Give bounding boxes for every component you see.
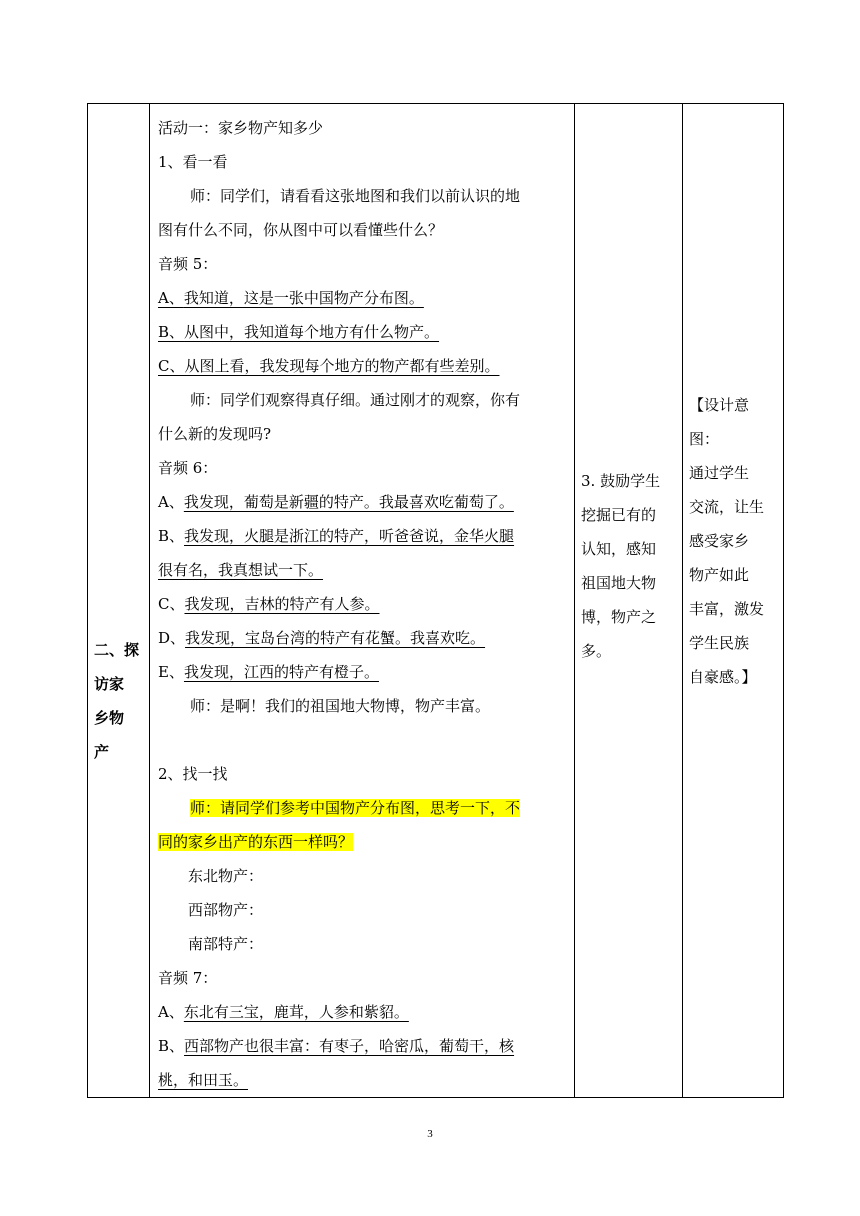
stage-line: 产 [94, 742, 110, 761]
audio-label: 音频 5： [158, 255, 218, 273]
goal-cell [575, 104, 683, 1098]
discovery-item: B、我发现，火腿是浙江的特产，听爸爸说，金华火腿 [158, 527, 515, 545]
stage-cell [88, 104, 150, 1098]
design-intent-text: 【设计意 图： 通过学生 交流，让生 感受家乡 物产如此 丰富，激发 学生民族 自豪感。】 [689, 395, 765, 686]
blank-line [158, 723, 568, 757]
audio-label: 音频 7： [158, 969, 218, 987]
highlighted-question-cont: 同的家乡出产的东西一样吗？ [158, 833, 354, 851]
discovery-item: A、我发现，葡萄是新疆的特产。我最喜欢吃葡萄了。 [158, 493, 514, 511]
highlighted-question: 师：请同学们参考中国物产分布图，思考一下，不 [190, 799, 521, 817]
teacher-summary: 师：是啊！我们的祖国地大物博，物产丰富。 [190, 697, 491, 715]
answer-item: A、我知道，这是一张中国物产分布图。 [158, 289, 424, 307]
audio-label: 音频 6： [158, 459, 218, 477]
activity-title: 活动一：家乡物产知多少 [158, 119, 324, 137]
goal-text: 3. 鼓励学生 挖掘已有的 认知，感知 祖国地大物 博，物产之 多。 [581, 471, 661, 660]
design-intent-cell [683, 104, 784, 1098]
region-label: 西部物产： [188, 901, 264, 919]
discovery-item: C、我发现，吉林的特产有人参。 [158, 595, 380, 613]
answer-item: A、东北有三宝，鹿茸，人参和紫貂。 [158, 1003, 409, 1021]
content-cell [150, 104, 575, 1098]
answer-item-cont: 桃，和田玉。 [158, 1071, 249, 1089]
teacher-question-cont: 什么新的发现吗? [158, 425, 272, 443]
section2-heading: 2、找一找 [158, 765, 228, 783]
region-label: 东北物产： [188, 867, 264, 885]
stage-line: 乡物 [94, 708, 125, 727]
region-label: 南部特产： [188, 935, 264, 953]
answer-item: B、从图中，我知道每个地方有什么物产。 [158, 323, 440, 341]
page-number: 3 [427, 1128, 433, 1140]
stage-label [88, 433, 149, 769]
stage-line: 二、探 [94, 640, 140, 659]
lesson-plan-table [87, 103, 784, 1098]
stage-line: 访家 [94, 674, 125, 693]
discovery-item: D、我发现，宝岛台湾的特产有花蟹。我喜欢吃。 [158, 629, 486, 647]
teacher-question: 师：同学们，请看看这张地图和我们以前认识的地 [190, 187, 521, 205]
discovery-item: E、我发现，江西的特产有橙子。 [158, 663, 379, 681]
discovery-item-cont: 很有名，我真想试一下。 [158, 561, 324, 579]
answer-item: B、西部物产也很丰富：有枣子，哈密瓜，葡萄干，核 [158, 1037, 515, 1055]
answer-item: C、从图上看，我发现每个地方的物产都有些差别。 [158, 357, 500, 375]
section1-heading: 1、看一看 [158, 153, 228, 171]
teacher-question-cont: 图有什么不同，你从图中可以看懂些什么？ [158, 221, 444, 239]
teacher-question: 师：同学们观察得真仔细。通过刚才的观察，你有 [190, 391, 521, 409]
